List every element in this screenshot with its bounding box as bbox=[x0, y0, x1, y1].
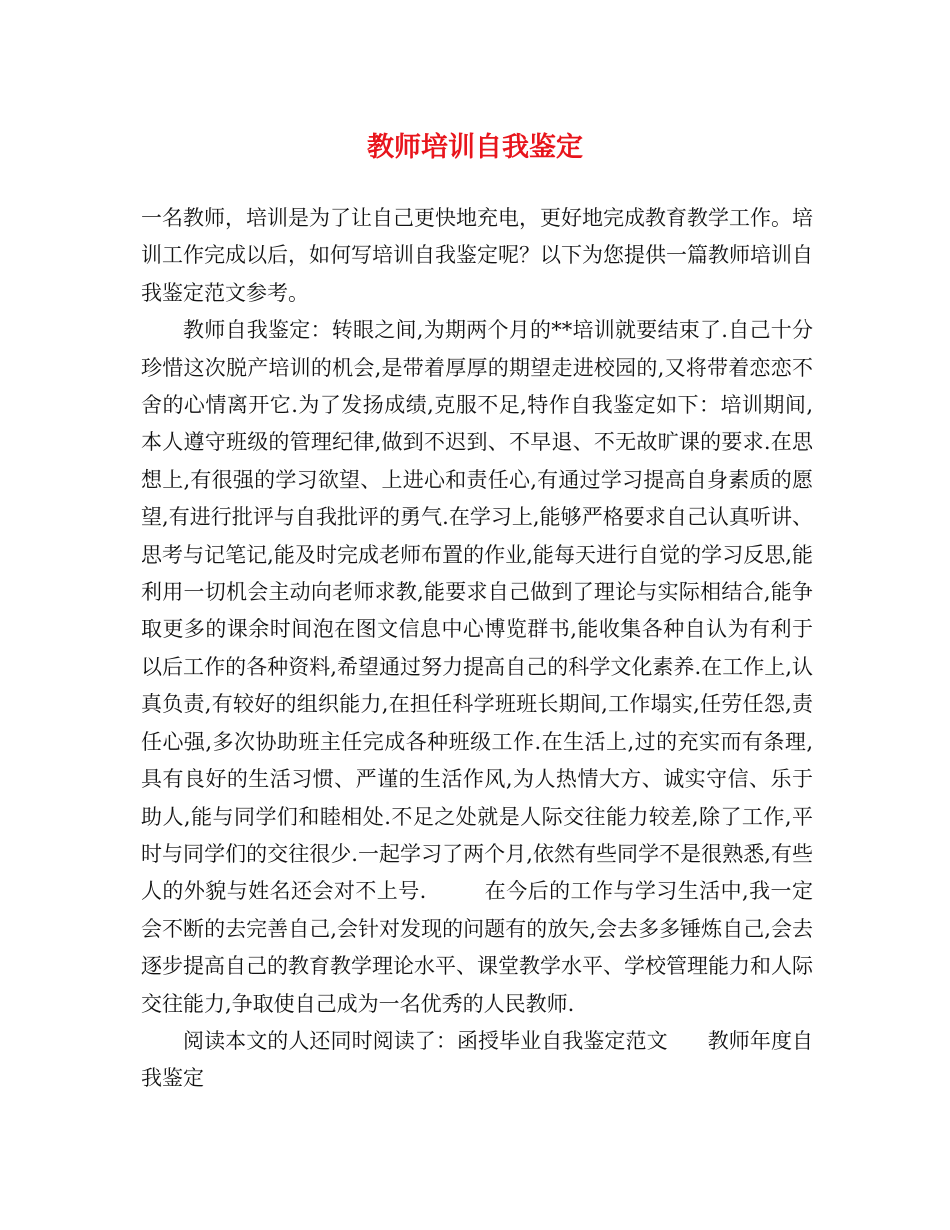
related-link-1[interactable]: 函授毕业自我鉴定范文 bbox=[456, 1028, 668, 1053]
document-body bbox=[141, 200, 813, 1098]
related-label: 阅读本文的人还同时阅读了： bbox=[183, 1028, 457, 1053]
related-articles bbox=[141, 1023, 813, 1098]
related-link-2[interactable]: 教师年度自我鉴定 bbox=[141, 1028, 814, 1091]
document-title: 教师培训自我鉴定 bbox=[367, 132, 583, 163]
main-paragraph-part2: 在今后的工作与学习生活中,我一定会不断的去完善自己,会针对发现的问题有的放矢,会去多多锤炼自己,会去逐步提高自己的教育教学理论水平、课堂教学水平、学校管理能力和人际交往能力,争取使自己成为一名优秀的人民教师. bbox=[141, 879, 813, 1016]
intro-paragraph: 一名教师，培训是为了让自己更快地充电，更好地完成教育教学工作。培训工作完成以后，如何写培训自我鉴定呢？以下为您提供一篇教师培训自我鉴定范文参考。 bbox=[141, 206, 813, 305]
main-paragraph bbox=[141, 312, 813, 1023]
main-paragraph-part1: 教师自我鉴定：转眼之间,为期两个月的**培训就要结束了.自己十分珍惜这次脱产培训的机会,是带着厚厚的期望走进校园的,又将带着恋恋不舍的心情离开它.为了发扬成绩,克服不足,特作自我鉴定如下：培训期间,本人遵守班级的管理纪律,做到不迟到、不早退、不无故旷课的要求.在思想上,有很强的学习欲望、上进心和责任心,有通过学习提高自身素质的愿望,有进行批评与自我批评的勇气.在学习上,能够严格要求自己认真听讲、思考与记笔记,能及时完成老师布置的作业,能每天进行自觉的学习反思,能利用一切机会主动向老师求教,能要求自己做到了理论与实际相结合,能争取更多的课余时间泡在图文信息中心博览群书,能收集各种自认为有利于以后工作的各种资料,希望通过努力提高自己的科学文化素养.在工作上,认真负责,有较好的组织能力,在担任科学班班长期间,工作塌实,任劳任怨,责任心强,多次协助班主任完成各种班级工作.在生活上,过的充实而有条理,具有良好的生活习惯、严谨的生活作风,为人热情大方、诚实守信、乐于助人,能与同学们和睦相处.不足之处就是人际交往能力较差,除了工作,平时与同学们的交往很少.一起学习了两个月,依然有些同学不是很熟悉,有些人的外貌与姓名还会对不上号. bbox=[141, 318, 813, 904]
